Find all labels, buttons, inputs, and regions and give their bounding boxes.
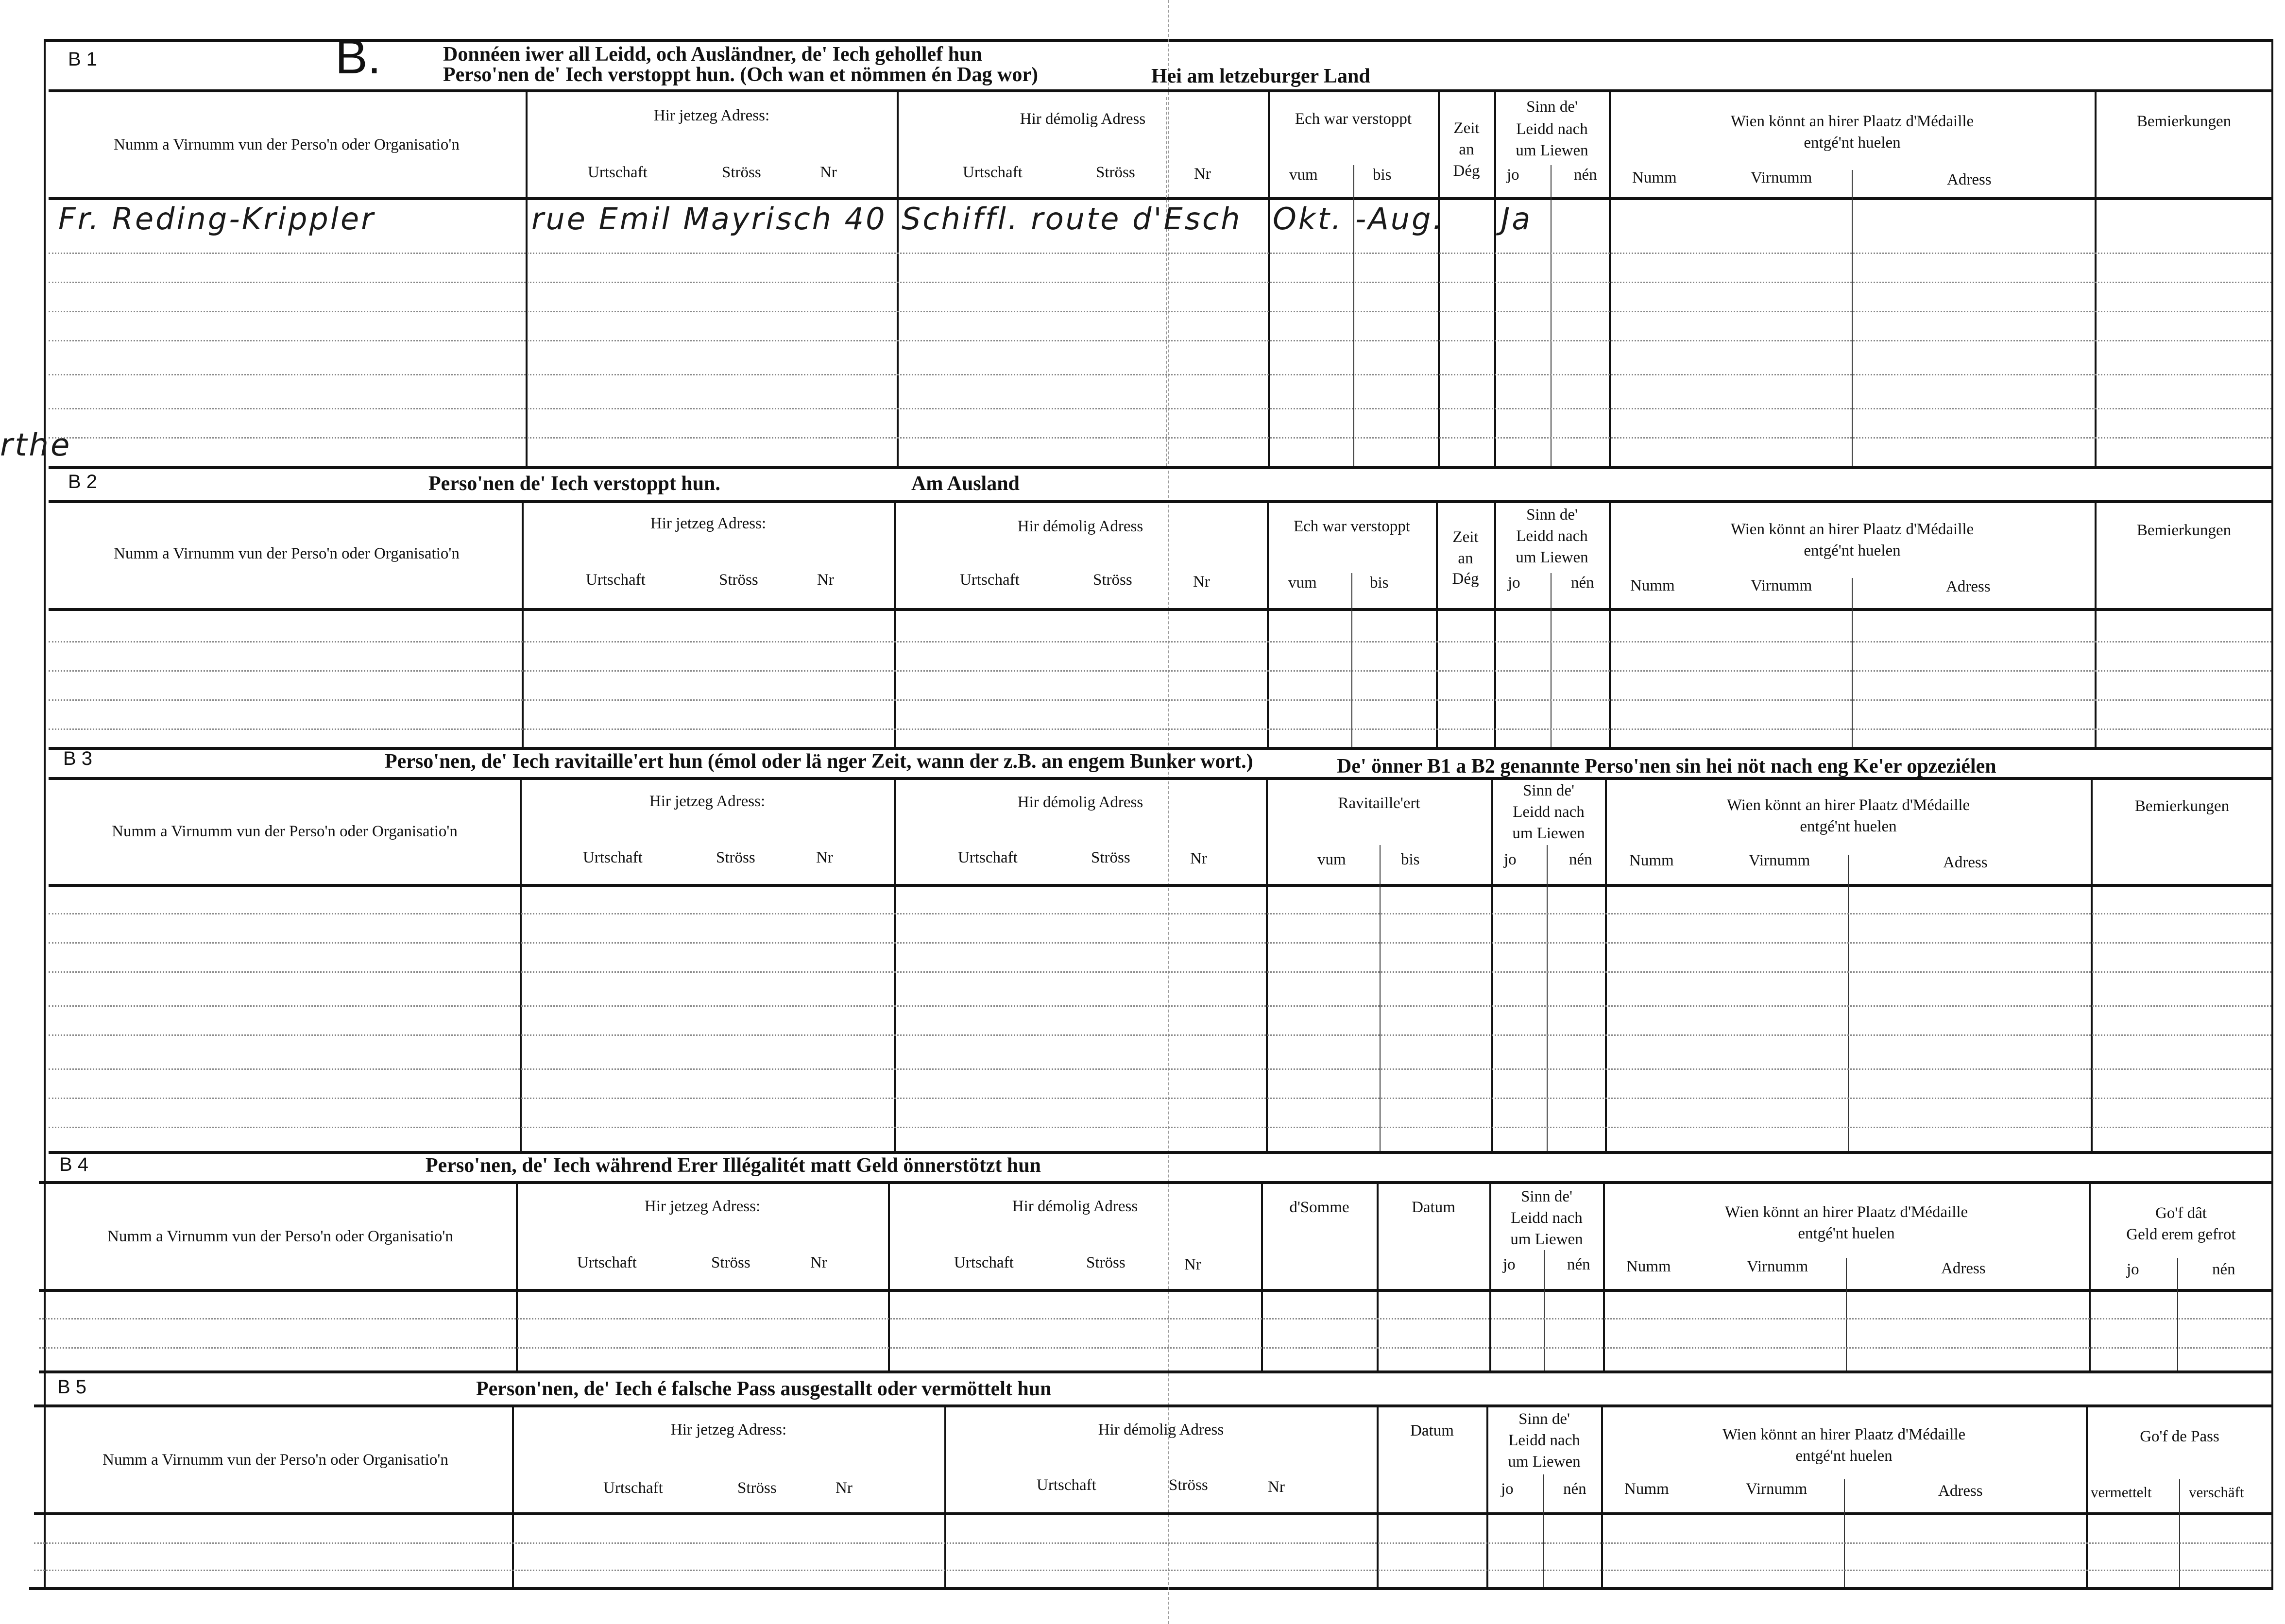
entry-current-address: rue Emil Mayrisch 40 bbox=[531, 201, 887, 237]
sub-nr: Nr bbox=[1190, 850, 1207, 867]
entry-to: -Aug. bbox=[1355, 201, 1445, 237]
section-letter: B. bbox=[335, 30, 381, 84]
col-alive-1: Sinn de' bbox=[1526, 506, 1578, 524]
sub-place: Urtschaft bbox=[960, 571, 1020, 589]
sub-address: Adress bbox=[1943, 854, 1988, 871]
sub-yes: jo bbox=[1508, 574, 1520, 592]
col-medal-1: Wien könnt an hirer Plaatz d'Médaille bbox=[1726, 796, 1970, 814]
col-time-1: Zeit bbox=[1452, 528, 1479, 546]
sub-nr: Nr bbox=[810, 1254, 827, 1271]
col-time-1: Zeit bbox=[1453, 119, 1480, 137]
col-alive-2: Leidd nach bbox=[1513, 803, 1585, 821]
sub-street: Ströss bbox=[1169, 1476, 1208, 1494]
sub-from: vum bbox=[1289, 166, 1318, 184]
sub-from: vum bbox=[1288, 574, 1317, 592]
entry-alive: Ja bbox=[1501, 201, 1533, 237]
col-date-header: Datum bbox=[1412, 1199, 1455, 1216]
col-medal-2: entgé'nt huelen bbox=[1798, 1225, 1895, 1242]
sub-to: bis bbox=[1401, 851, 1420, 868]
col-name-header: Numm a Virnumm vun der Perso'n oder Organisatio'n bbox=[102, 1451, 448, 1469]
sub-address: Adress bbox=[1946, 578, 1991, 595]
col-medal-2: entgé'nt huelen bbox=[1800, 818, 1897, 835]
col-medal-2: entgé'nt huelen bbox=[1804, 134, 1901, 152]
sub-no: nén bbox=[1571, 574, 1594, 592]
col-date-header: Datum bbox=[1410, 1422, 1454, 1439]
col-medal-2: entgé'nt huelen bbox=[1795, 1447, 1893, 1465]
col-current-address-header: Hir jetzeg Adress: bbox=[649, 793, 766, 810]
col-former-address-header: Hir démolig Adress bbox=[1017, 518, 1143, 535]
col-alive-3: um Liewen bbox=[1510, 1231, 1583, 1248]
sub-place: Urtschaft bbox=[583, 849, 643, 866]
sub-no: nén bbox=[1574, 166, 1597, 184]
entry-name: Fr. Reding-Krippler bbox=[58, 201, 375, 237]
col-current-address-header: Hir jetzeg Adress: bbox=[650, 515, 767, 532]
sub-place: Urtschaft bbox=[958, 849, 1018, 866]
sub-from: vum bbox=[1317, 851, 1346, 868]
col-gift-1: Go'f dât bbox=[2155, 1204, 2207, 1222]
sub-nr: Nr bbox=[816, 849, 833, 866]
col-pass-header: Go'f de Pass bbox=[2140, 1428, 2219, 1445]
col-time-2: an bbox=[1458, 550, 1473, 567]
sub-no: nén bbox=[1563, 1480, 1586, 1498]
sub-yes: jo bbox=[1504, 851, 1517, 868]
section-title: Perso'nen de' Iech verstoppt hun. bbox=[428, 473, 720, 495]
sub-firstname: Virnumm bbox=[1751, 169, 1812, 186]
col-current-address-header: Hir jetzeg Adress: bbox=[653, 107, 770, 124]
sub-street: Ströss bbox=[1096, 164, 1135, 181]
sub-surname: Numm bbox=[1630, 577, 1675, 594]
section-id: B 2 bbox=[68, 471, 98, 492]
col-former-address-header: Hir démolig Adress bbox=[1017, 794, 1143, 811]
sub-address: Adress bbox=[1941, 1260, 1986, 1277]
sub-no: nén bbox=[2212, 1261, 2235, 1278]
col-current-address-header: Hir jetzeg Adress: bbox=[644, 1198, 761, 1215]
sub-firstname: Virnumm bbox=[1746, 1480, 1808, 1498]
col-alive-3: um Liewen bbox=[1512, 825, 1585, 842]
col-alive-1: Sinn de' bbox=[1521, 1188, 1572, 1205]
section-title-line1: Donnéen iwer all Leidd, och Ausländner, de' Iech gehollef hun bbox=[443, 43, 982, 66]
entry-from: Okt. bbox=[1273, 201, 1343, 237]
col-hidden-header: Ech war verstoppt bbox=[1295, 110, 1412, 128]
col-remarks: Bemierkungen bbox=[2134, 797, 2230, 815]
sub-nr: Nr bbox=[836, 1479, 853, 1497]
col-name-header: Numm a Virnumm vun der Perso'n oder Organisatio'n bbox=[114, 545, 460, 562]
col-time-2: an bbox=[1459, 141, 1474, 158]
col-supplied-header: Ravitaille'ert bbox=[1338, 795, 1420, 812]
sub-street: Ströss bbox=[716, 849, 755, 866]
col-alive-3: um Liewen bbox=[1516, 549, 1588, 566]
col-name-header: Numm a Virnumm vun der Perso'n oder Organisatio'n bbox=[114, 136, 460, 153]
sub-no: nén bbox=[1569, 851, 1592, 868]
sub-to: bis bbox=[1373, 166, 1392, 184]
entry-former-address: Schiffl. route d'Esch bbox=[902, 201, 1242, 237]
sub-surname: Numm bbox=[1629, 852, 1674, 869]
sub-firstname: Virnumm bbox=[1747, 1258, 1808, 1275]
section-title-location: Hei am letzeburger Land bbox=[1151, 65, 1370, 87]
sub-to: bis bbox=[1370, 574, 1389, 592]
col-alive-2: Leidd nach bbox=[1508, 1432, 1580, 1449]
sub-nr: Nr bbox=[820, 164, 837, 181]
col-gift-2: Geld erem gefrot bbox=[2126, 1226, 2236, 1243]
col-former-address-header: Hir démolig Adress bbox=[1020, 110, 1146, 128]
col-current-address-header: Hir jetzeg Adress: bbox=[670, 1421, 787, 1438]
col-remarks: Bemierkungen bbox=[2136, 113, 2232, 130]
col-medal-1: Wien könnt an hirer Plaatz d'Médaille bbox=[1724, 1203, 1968, 1221]
col-alive-3: um Liewen bbox=[1516, 142, 1588, 159]
col-medal-1: Wien könnt an hirer Plaatz d'Médaille bbox=[1722, 1426, 1966, 1443]
col-hidden-header: Ech war verstoppt bbox=[1293, 518, 1411, 535]
sub-surname: Numm bbox=[1626, 1258, 1671, 1275]
col-medal-2: entgé'nt huelen bbox=[1804, 542, 1901, 559]
col-sum-header: d'Somme bbox=[1289, 1199, 1349, 1216]
section-title-line2: Perso'nen de' Iech verstoppt hun. (Och wan et nömmen én Dag wor) bbox=[443, 64, 1038, 86]
sub-street: Ströss bbox=[737, 1479, 777, 1497]
section-id: B 3 bbox=[63, 748, 93, 769]
col-remarks: Bemierkungen bbox=[2136, 522, 2232, 539]
sub-street: Ströss bbox=[1093, 571, 1132, 589]
col-time-3: Dég bbox=[1453, 162, 1480, 180]
section-id: B 1 bbox=[68, 49, 98, 70]
sub-firstname: Virnumm bbox=[1751, 577, 1812, 594]
col-alive-1: Sinn de' bbox=[1523, 782, 1574, 799]
col-former-address-header: Hir démolig Adress bbox=[1098, 1421, 1224, 1438]
margin-note: rthe bbox=[0, 427, 72, 463]
section-id: B 5 bbox=[57, 1376, 87, 1398]
section-title: Perso'nen, de' Iech während Erer Illégalitét matt Geld önnerstötzt hun bbox=[426, 1154, 1041, 1177]
sub-no: nén bbox=[1567, 1256, 1590, 1273]
sub-nr: Nr bbox=[1194, 165, 1211, 183]
col-alive-2: Leidd nach bbox=[1516, 120, 1588, 138]
col-alive-3: um Liewen bbox=[1508, 1453, 1581, 1471]
col-alive-1: Sinn de' bbox=[1526, 98, 1578, 116]
sub-yes: jo bbox=[1503, 1256, 1516, 1273]
sub-surname: Numm bbox=[1632, 169, 1677, 186]
sub-place: Urtschaft bbox=[586, 571, 646, 589]
sub-street: Ströss bbox=[1091, 849, 1130, 866]
sub-yes: jo bbox=[1501, 1480, 1514, 1498]
sub-nr: Nr bbox=[817, 571, 834, 589]
sub-place: Urtschaft bbox=[588, 164, 648, 181]
sub-place: Urtschaft bbox=[954, 1254, 1014, 1271]
sub-firstname: Virnumm bbox=[1749, 852, 1810, 869]
sub-address: Adress bbox=[1938, 1482, 1983, 1500]
sub-surname: Numm bbox=[1624, 1480, 1669, 1498]
col-name-header: Numm a Virnumm vun der Perso'n oder Organisatio'n bbox=[107, 1228, 453, 1245]
section-title-note: De' önner B1 a B2 genannte Perso'nen sin hei nöt nach eng Ke'er opzeziélen bbox=[1337, 755, 1996, 778]
col-medal-1: Wien könnt an hirer Plaatz d'Médaille bbox=[1730, 113, 1974, 130]
col-alive-2: Leidd nach bbox=[1511, 1209, 1583, 1227]
col-time-3: Dég bbox=[1452, 570, 1479, 588]
col-former-address-header: Hir démolig Adress bbox=[1012, 1198, 1138, 1215]
sub-nr: Nr bbox=[1184, 1256, 1201, 1273]
sub-nr: Nr bbox=[1268, 1478, 1285, 1496]
col-alive-1: Sinn de' bbox=[1518, 1410, 1570, 1428]
col-name-header: Numm a Virnumm vun der Perso'n oder Organisatio'n bbox=[112, 823, 458, 840]
sub-mediated: vermettelt bbox=[2091, 1484, 2152, 1501]
sub-issued: verschäft bbox=[2189, 1484, 2244, 1501]
sub-street: Ströss bbox=[1086, 1254, 1125, 1271]
section-id: B 4 bbox=[59, 1154, 89, 1175]
col-medal-1: Wien könnt an hirer Plaatz d'Médaille bbox=[1730, 521, 1974, 538]
sub-place: Urtschaft bbox=[1037, 1476, 1096, 1494]
sub-yes: jo bbox=[1507, 166, 1519, 184]
sub-street: Ströss bbox=[722, 164, 761, 181]
section-title-location: Am Ausland bbox=[911, 473, 1020, 495]
sub-street: Ströss bbox=[711, 1254, 750, 1271]
section-title: Perso'nen, de' Iech ravitaille'ert hun (émol oder lä nger Zeit, wann der z.B. an engem Bunker wort.) bbox=[385, 750, 1253, 773]
sub-place: Urtschaft bbox=[963, 164, 1023, 181]
sub-street: Ströss bbox=[719, 571, 758, 589]
sub-nr: Nr bbox=[1193, 573, 1210, 591]
sub-place: Urtschaft bbox=[603, 1479, 663, 1497]
sub-yes: jo bbox=[2127, 1261, 2139, 1278]
sub-address: Adress bbox=[1947, 171, 1992, 188]
sub-place: Urtschaft bbox=[577, 1254, 637, 1271]
col-alive-2: Leidd nach bbox=[1516, 527, 1588, 545]
section-title: Person'nen, de' Iech é falsche Pass ausgestallt oder vermöttelt hun bbox=[476, 1378, 1052, 1400]
